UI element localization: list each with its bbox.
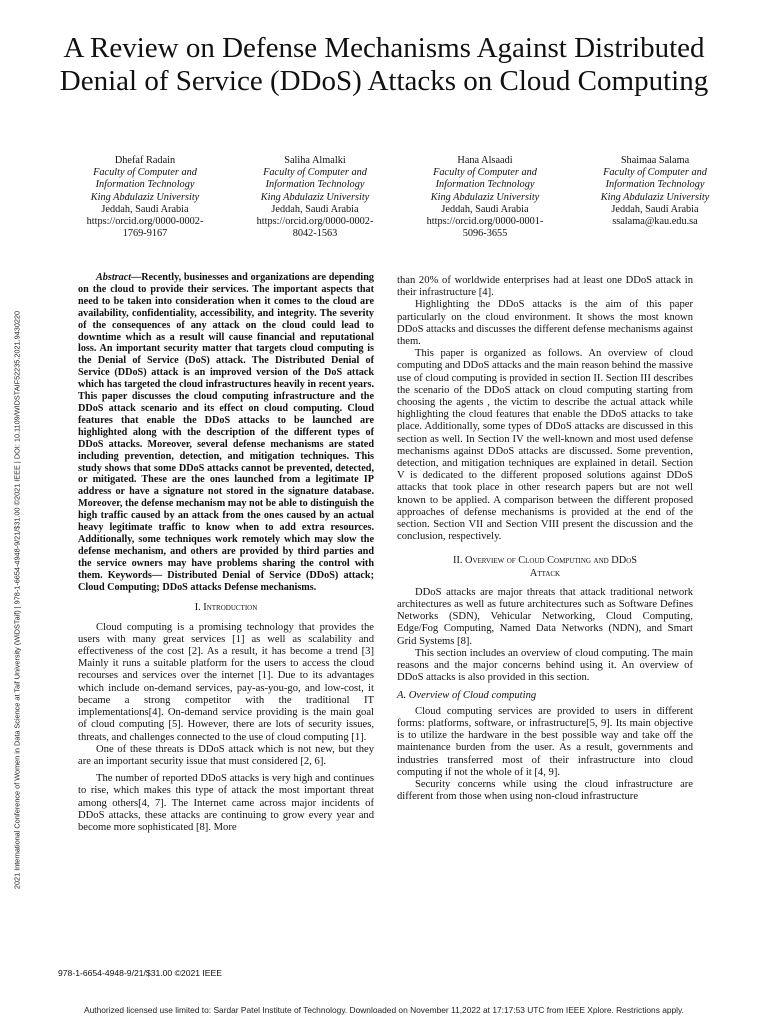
paragraph: This paper is organized as follows. An overview of cloud computing and DDoS attacks and the main reason behind the massive use of cloud computing is provided in section II. Section III describes the scenario of the DDoS attack on cloud computing starting from choosing the agents , the victim to describe the actual attack while highlighting the cloud features that enable the DDoS attacks to take place. Additionally, some types of DDoS attacks are discussed in this section as well. In Section IV the well-known and most used defense mechanisms against DDoS attacks are discussed. Some prevention, detection, and mitigation techniques are explained in detail. Section V is dedicated to the different proposed solutions against DDoS attacks that took place in other research papers but are not well known to be applied. A comparison between the different proposed approaches of defense mechanisms is provided at the end of the section. Section VII and Section VIII present the discussion and the conclusion, respectively. — [397, 348, 693, 543]
author-affiliation: Information Technology — [605, 179, 705, 191]
right-column — [397, 275, 693, 803]
paragraph: Cloud computing is a promising technology that provides the users with many great services [1] as well as scalability and effectiveness of the cost [2]. As a result, it has become a trend [3] Mainly it runs a suitable platform for the users to access the cloud recourses and services over the internet [1]. Due to its advantages which include on-demand services, pay-as-you-go, and low-cost, it became a strong competitor with the traditional IT implementations[4]. On-demand service providing is the main goal of cloud computing [5]. However, there are lots of security issues, threats, and challenges connected to the use of cloud computing [1]. — [78, 621, 374, 743]
author-2 — [230, 155, 400, 240]
section-heading-introduction: I. Introduction — [194, 602, 258, 614]
paragraph: Security concerns while using the cloud infrastructure are different from those when using non-cloud infrastructure — [397, 778, 693, 803]
section-heading-overview — [397, 555, 693, 579]
paragraph: This section includes an overview of cloud computing. The main reasons and the major concerns behind using it. An overview of DDoS attacks is also provided in this section. — [397, 647, 693, 684]
author-contact: https://orcid.org/0000-0002- — [86, 216, 204, 228]
author-block — [60, 155, 740, 240]
author-4 — [570, 155, 740, 240]
author-contact: https://orcid.org/0000-0001- — [426, 216, 544, 228]
abstract — [78, 272, 374, 593]
side-citation-text: 2021 International Conference of Women in Data Science at Taif University (WiDSTaif) | 978-1-6654-4948-9/21/$31.00 ©2021 IEEE | DOI: 10.1109/WIDSTAIF52235.2021.9430220 — [12, 310, 22, 890]
author-affiliation: King Abdulaziz University — [260, 191, 370, 203]
author-affiliation: Information Technology — [435, 179, 535, 191]
paper-title: A Review on Defense Mechanisms Against Distributed Denial of Service (DDoS) Attacks on Cloud Computing — [59, 32, 709, 97]
author-3 — [400, 155, 570, 240]
author-name: Saliha Almalki — [284, 155, 346, 166]
author-city: Jeddah, Saudi Arabia — [441, 203, 529, 215]
subsection-heading: A. Overview of Cloud computing — [397, 689, 537, 701]
author-affiliation: Faculty of Computer and — [603, 167, 707, 179]
author-contact: https://orcid.org/0000-0002- — [256, 216, 374, 228]
abstract-text: Recently, businesses and organizations are depending on the cloud to provide their services. The important aspects that need to be taken into consideration when it comes to the cloud are availability, confidentiality, accessibility, and integrity. The severity of the consequences of any attack on the cloud could lead to downtime which as a result will cause financial and reputational loss. An important security matter that targets cloud computing is the Denial of Service (DoS) attack. The Distributed Denial of Service (DDoS) attack is an improved version of the DoS attack which has targeted the cloud infrastructures heavily in recent years. This paper discusses the cloud computing infrastructure and the DDoS attack scenario and its effect on cloud computing. Cloud features that enable the DDoS attacks to be launched are highlighted along with the description of the different types of DDoS attacks. Moreover, several defense mechanisms are stated including prevention, detection, and mitigation techniques. This study shows that some DDoS attacks cannot be prevented, detected, or mitigated. These are the ones launched from a legitimate IP address or have a signature not stored in the signature database. Moreover, the defense mechanism may not be able to distinguish the high traffic caused by an attack from the ones caused by an actual heavy legitimate traffic to know when to add extra resources. Additionally, some techniques work remotely which may slow the defense mechanism, and others are provided by third parties and the service owners may have problems sharing the control with them. Keywords— Distributed Denial of Service (DDoS) attack; Cloud Computing; DDoS attacks Defense mechanisms. — [78, 272, 374, 593]
author-name: Hana Alsaadi — [457, 155, 513, 166]
author-name: Dhefaf Radain — [114, 155, 176, 166]
author-1 — [60, 155, 230, 240]
author-contact: ssalama@kau.edu.sa — [612, 216, 698, 228]
abstract-label: Abstract— — [96, 272, 142, 283]
paragraph: The number of reported DDoS attacks is very high and continues to rise, which makes this type of attack the most important threat among others[4, 7]. The Internet came across major incidents of DDoS attacks, these attacks are continuing to grow every year and become more sophisticated [8]. More — [78, 773, 374, 833]
left-column — [78, 272, 374, 834]
author-affiliation: King Abdulaziz University — [430, 191, 540, 203]
license-footer: Authorized licensed use limited to: Sardar Patel Institute of Technology. Downloaded on November 11,2022 at 17:17:53 UTC from IEEE Xplore. Restrictions apply. — [84, 1005, 684, 1015]
section-heading-line: II. Overview of Cloud Computing and DDoS — [453, 555, 637, 567]
author-affiliation: Information Technology — [95, 179, 195, 191]
paragraph: than 20% of worldwide enterprises had at least one DDoS attack in their infrastructure [4]. — [397, 275, 693, 299]
copyright-footer: 978-1-6654-4948-9/21/$31.00 ©2021 IEEE — [58, 968, 223, 978]
paragraph: Highlighting the DDoS attacks is the aim of this paper particularly on the cloud environment. It shows the most known DDoS attacks and discusses the different defense mechanisms against them. — [397, 299, 693, 348]
author-affiliation: King Abdulaziz University — [90, 191, 200, 203]
author-affiliation: Information Technology — [265, 179, 365, 191]
side-citation — [8, 245, 26, 955]
author-contact: 1769-9167 — [122, 228, 168, 240]
author-affiliation: Faculty of Computer and — [93, 167, 197, 179]
paragraph: Cloud computing services are provided to users in different forms: platforms, software, or infrastructure[5, 9]. Its main objective is to utilize the hardware in the best possible way and take off the maintenance burden from the user. As a result, governments and industries transferred most of their infrastructure into cloud computing if not the whole of it [4, 9]. — [397, 705, 693, 778]
author-name: Shaimaa Salama — [620, 155, 690, 166]
author-affiliation: King Abdulaziz University — [600, 191, 710, 203]
author-city: Jeddah, Saudi Arabia — [101, 203, 189, 215]
author-affiliation: Faculty of Computer and — [263, 167, 367, 179]
paragraph: One of these threats is DDoS attack which is not new, but they are an important security issue that must considered [2, 6]. — [78, 743, 374, 767]
author-affiliation: Faculty of Computer and — [433, 167, 537, 179]
section-heading-line: Attack — [529, 567, 561, 579]
author-contact: 8042-1563 — [292, 228, 338, 240]
author-city: Jeddah, Saudi Arabia — [611, 203, 699, 215]
author-contact: 5096-3655 — [462, 228, 508, 240]
paragraph: DDoS attacks are major threats that attack traditional network architectures as well as future architectures such as Software Defines Networks (SDN), Vehicular Networking, Cloud Computing, Edge/Fog Computing, Named Data Networks (NDN), and Smart Grid Systems [8]. — [397, 586, 693, 647]
author-city: Jeddah, Saudi Arabia — [271, 203, 359, 215]
